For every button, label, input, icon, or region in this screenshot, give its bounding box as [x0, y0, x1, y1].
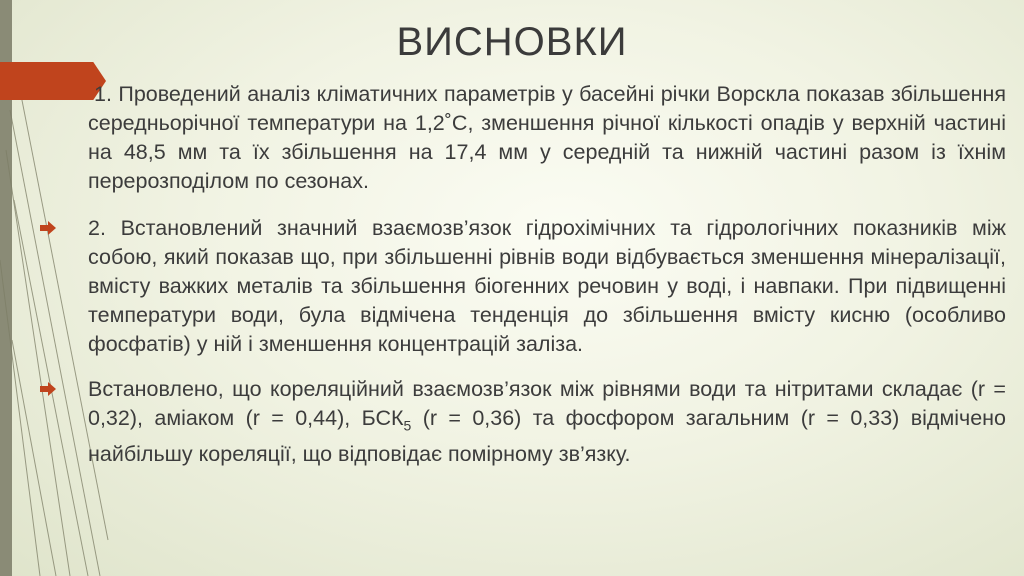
paragraph-2: 2. Встановлений значний взаємозв’язок гідрохімічних та гідрологічних показників між собою, який показав що, при збільшенні рівнів води відбувається зменшення мінералізації, вмісту важких металів та збільшення біогенних речовин у воді, і навпаки. При підвищенні температури води, була відмічена тенденція до збільшення вмісту кисню (особливо фосфатів) у ній і зменшення концентрацій заліза. — [88, 216, 1006, 356]
bullet-item-3 — [88, 375, 1006, 469]
subscript-5: 5 — [403, 417, 412, 434]
paragraph-3-part-1: Встановлено, що кореляційний взаємозв’язок між рівнями води та нітритами складає (r = 0,32), аміаком (r = 0,44), БСК — [88, 377, 1006, 430]
paragraph-3-part-2: (r = 0,36) та фосфором загальним (r = 0,33) відмічено найбільшу кореляції, що відповідає помірному зв’язку. — [88, 406, 1007, 467]
arrow-bullet-icon — [40, 382, 60, 398]
bullet-item-2 — [88, 214, 1006, 359]
paragraph-1: 1. Проведений аналіз кліматичних параметрів у басейні річки Ворскла показав збільшення середньорічної температури на 1,2˚С, зменшення річної кількості опадів у верхній частині на 48,5 мм та їх збільшення на 17,4 мм у середній та нижній частині разом із їхнім перерозподілом по сезонах. — [88, 82, 1006, 193]
slide-content — [88, 80, 1006, 469]
slide-title: ВИСНОВКИ — [396, 20, 628, 64]
paragraph-3 — [88, 375, 1006, 469]
arrow-bullet-icon — [40, 221, 60, 237]
